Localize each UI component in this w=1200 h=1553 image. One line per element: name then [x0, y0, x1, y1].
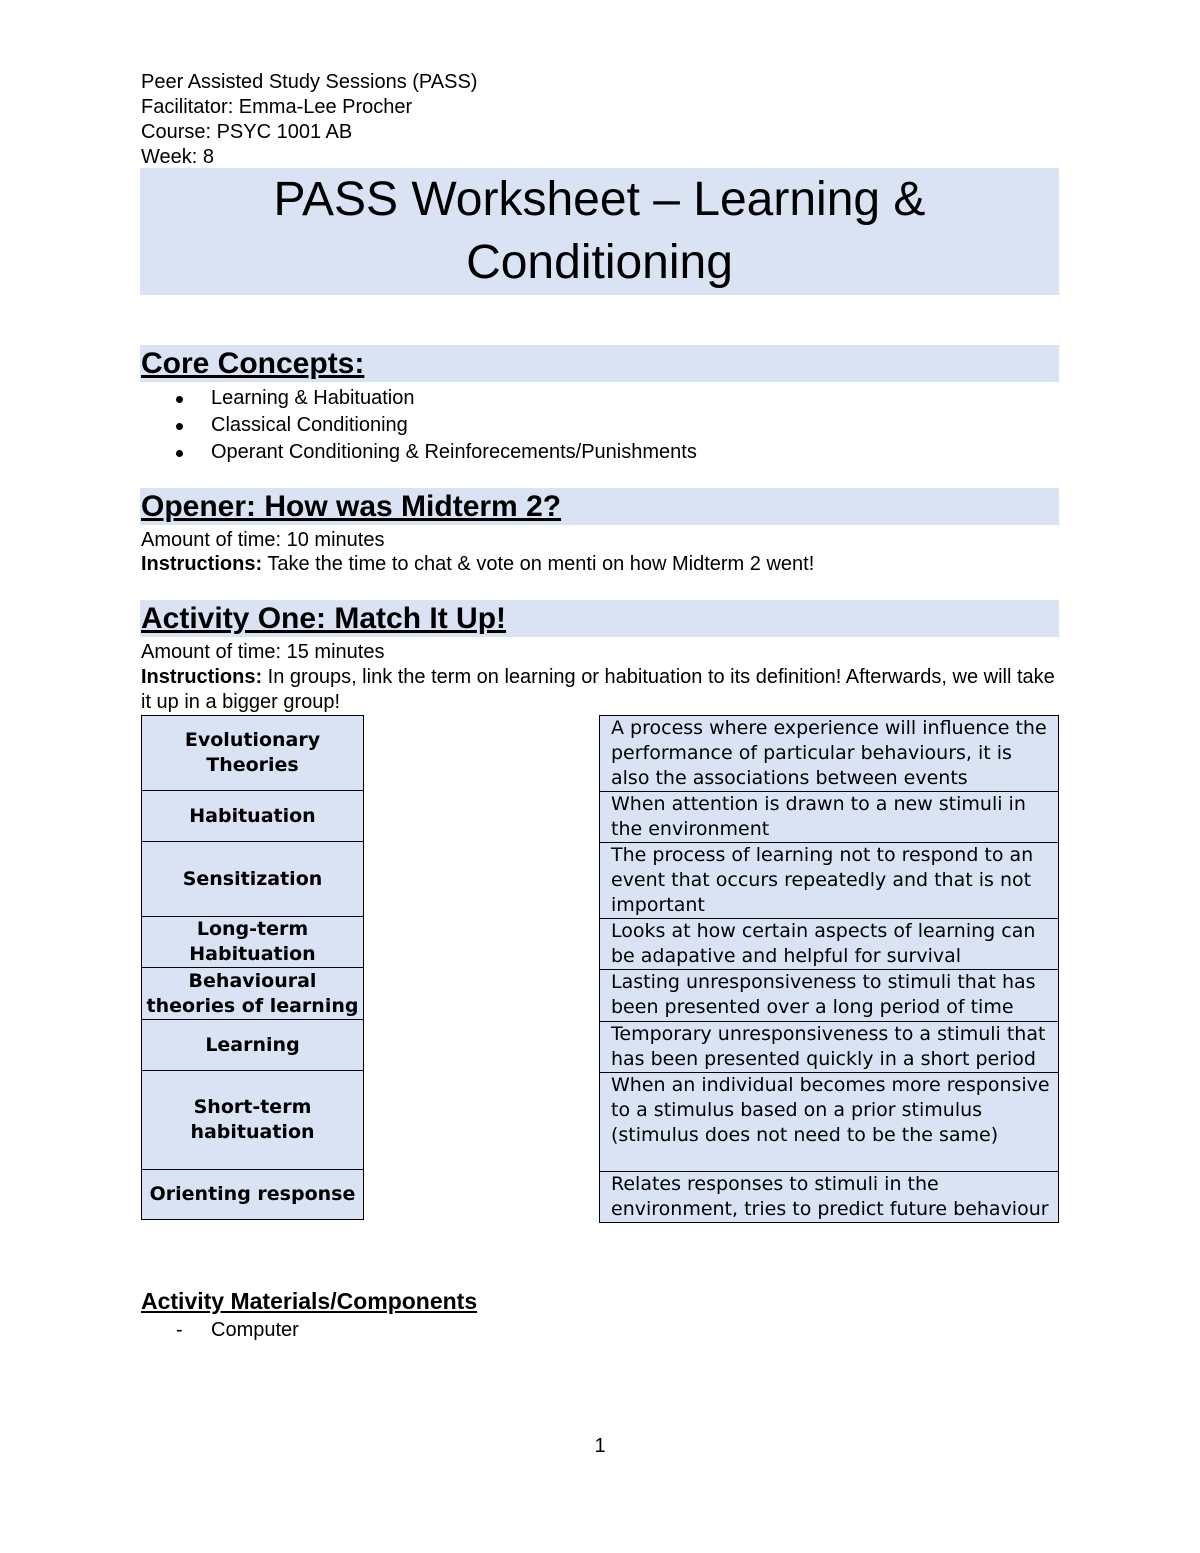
term-cell: Behavioural theories of learning	[142, 968, 364, 1020]
instructions-text: In groups, link the term on learning or habituation to its definition! Afterwards, we will take it up in a bigger group!	[141, 666, 1055, 713]
core-concepts-heading: Core Concepts:	[141, 347, 365, 380]
definition-cell: The process of learning not to respond to an event that occurs repeatedly and that is not important	[600, 843, 1059, 919]
definitions-table	[599, 715, 1059, 1223]
list-item	[176, 1318, 299, 1343]
list-item	[176, 412, 697, 439]
page-title-line-2: Conditioning	[466, 236, 733, 289]
materials-heading: Activity Materials/Components	[141, 1288, 478, 1314]
term-cell: Sensitization	[142, 842, 364, 917]
facilitator-line: Facilitator: Emma-Lee Procher	[141, 96, 413, 118]
activity-one-instructions	[141, 665, 1056, 715]
list-item-text: Learning & Habituation	[211, 387, 415, 409]
definition-cell: When attention is drawn to a new stimuli in the environment	[600, 792, 1059, 843]
terms-table	[141, 715, 364, 1220]
term-cell: Long-term Habituation	[142, 917, 364, 968]
page-title-line-1: PASS Worksheet – Learning &	[273, 173, 926, 226]
term-cell: Orienting response	[142, 1170, 364, 1220]
title-banner	[140, 168, 1059, 295]
week-line: Week: 8	[141, 146, 214, 168]
term-cell: Learning	[142, 1020, 364, 1071]
definition-cell: A process where experience will influence the performance of particular behaviours, it is also the associations between events	[600, 716, 1059, 792]
activity-one-band	[140, 600, 1059, 637]
page-number: 1	[594, 1435, 606, 1457]
term-cell: Habituation	[142, 791, 364, 842]
instructions-label: Instructions:	[141, 666, 263, 688]
list-item-text: Computer	[211, 1319, 299, 1341]
instructions-label: Instructions:	[141, 553, 263, 575]
core-concepts-list	[176, 385, 697, 466]
program-name: Peer Assisted Study Sessions (PASS)	[141, 71, 478, 93]
activity-one-heading: Activity One: Match It Up!	[141, 602, 507, 635]
document-header	[141, 70, 477, 170]
term-cell: Short-term habituation	[142, 1071, 364, 1170]
opener-band	[140, 488, 1059, 525]
opener-time: Amount of time: 10 minutes	[141, 529, 385, 551]
opener-instructions	[141, 552, 1061, 577]
bullet-icon	[176, 396, 183, 403]
list-item	[176, 439, 697, 466]
definition-cell: Relates responses to stimuli in the environment, tries to predict future behaviour	[600, 1172, 1059, 1223]
list-item-text: Classical Conditioning	[211, 414, 408, 436]
bullet-icon	[176, 423, 183, 430]
term-cell: Evolutionary Theories	[142, 716, 364, 791]
list-item	[176, 385, 697, 412]
bullet-icon	[176, 450, 183, 457]
course-line: Course: PSYC 1001 AB	[141, 121, 353, 143]
core-concepts-band	[140, 345, 1059, 382]
instructions-text: Take the time to chat & vote on menti on how Midterm 2 went!	[262, 553, 815, 575]
definition-cell: Looks at how certain aspects of learning can be adapative and helpful for survival	[600, 919, 1059, 970]
materials-list	[176, 1318, 299, 1343]
definition-cell: Lasting unresponsiveness to stimuli that has been presented over a long period of time	[600, 970, 1059, 1022]
dash-bullet-icon: -	[176, 1319, 183, 1341]
definition-cell: When an individual becomes more responsive to a stimulus based on a prior stimulus (stimulus does not need to be the same)	[600, 1073, 1059, 1172]
opener-heading: Opener: How was Midterm 2?	[141, 490, 562, 523]
list-item-text: Operant Conditioning & Reinforecements/Punishments	[211, 441, 697, 463]
activity-one-time: Amount of time: 15 minutes	[141, 641, 385, 663]
definition-cell: Temporary unresponsiveness to a stimuli that has been presented quickly in a short period	[600, 1022, 1059, 1073]
